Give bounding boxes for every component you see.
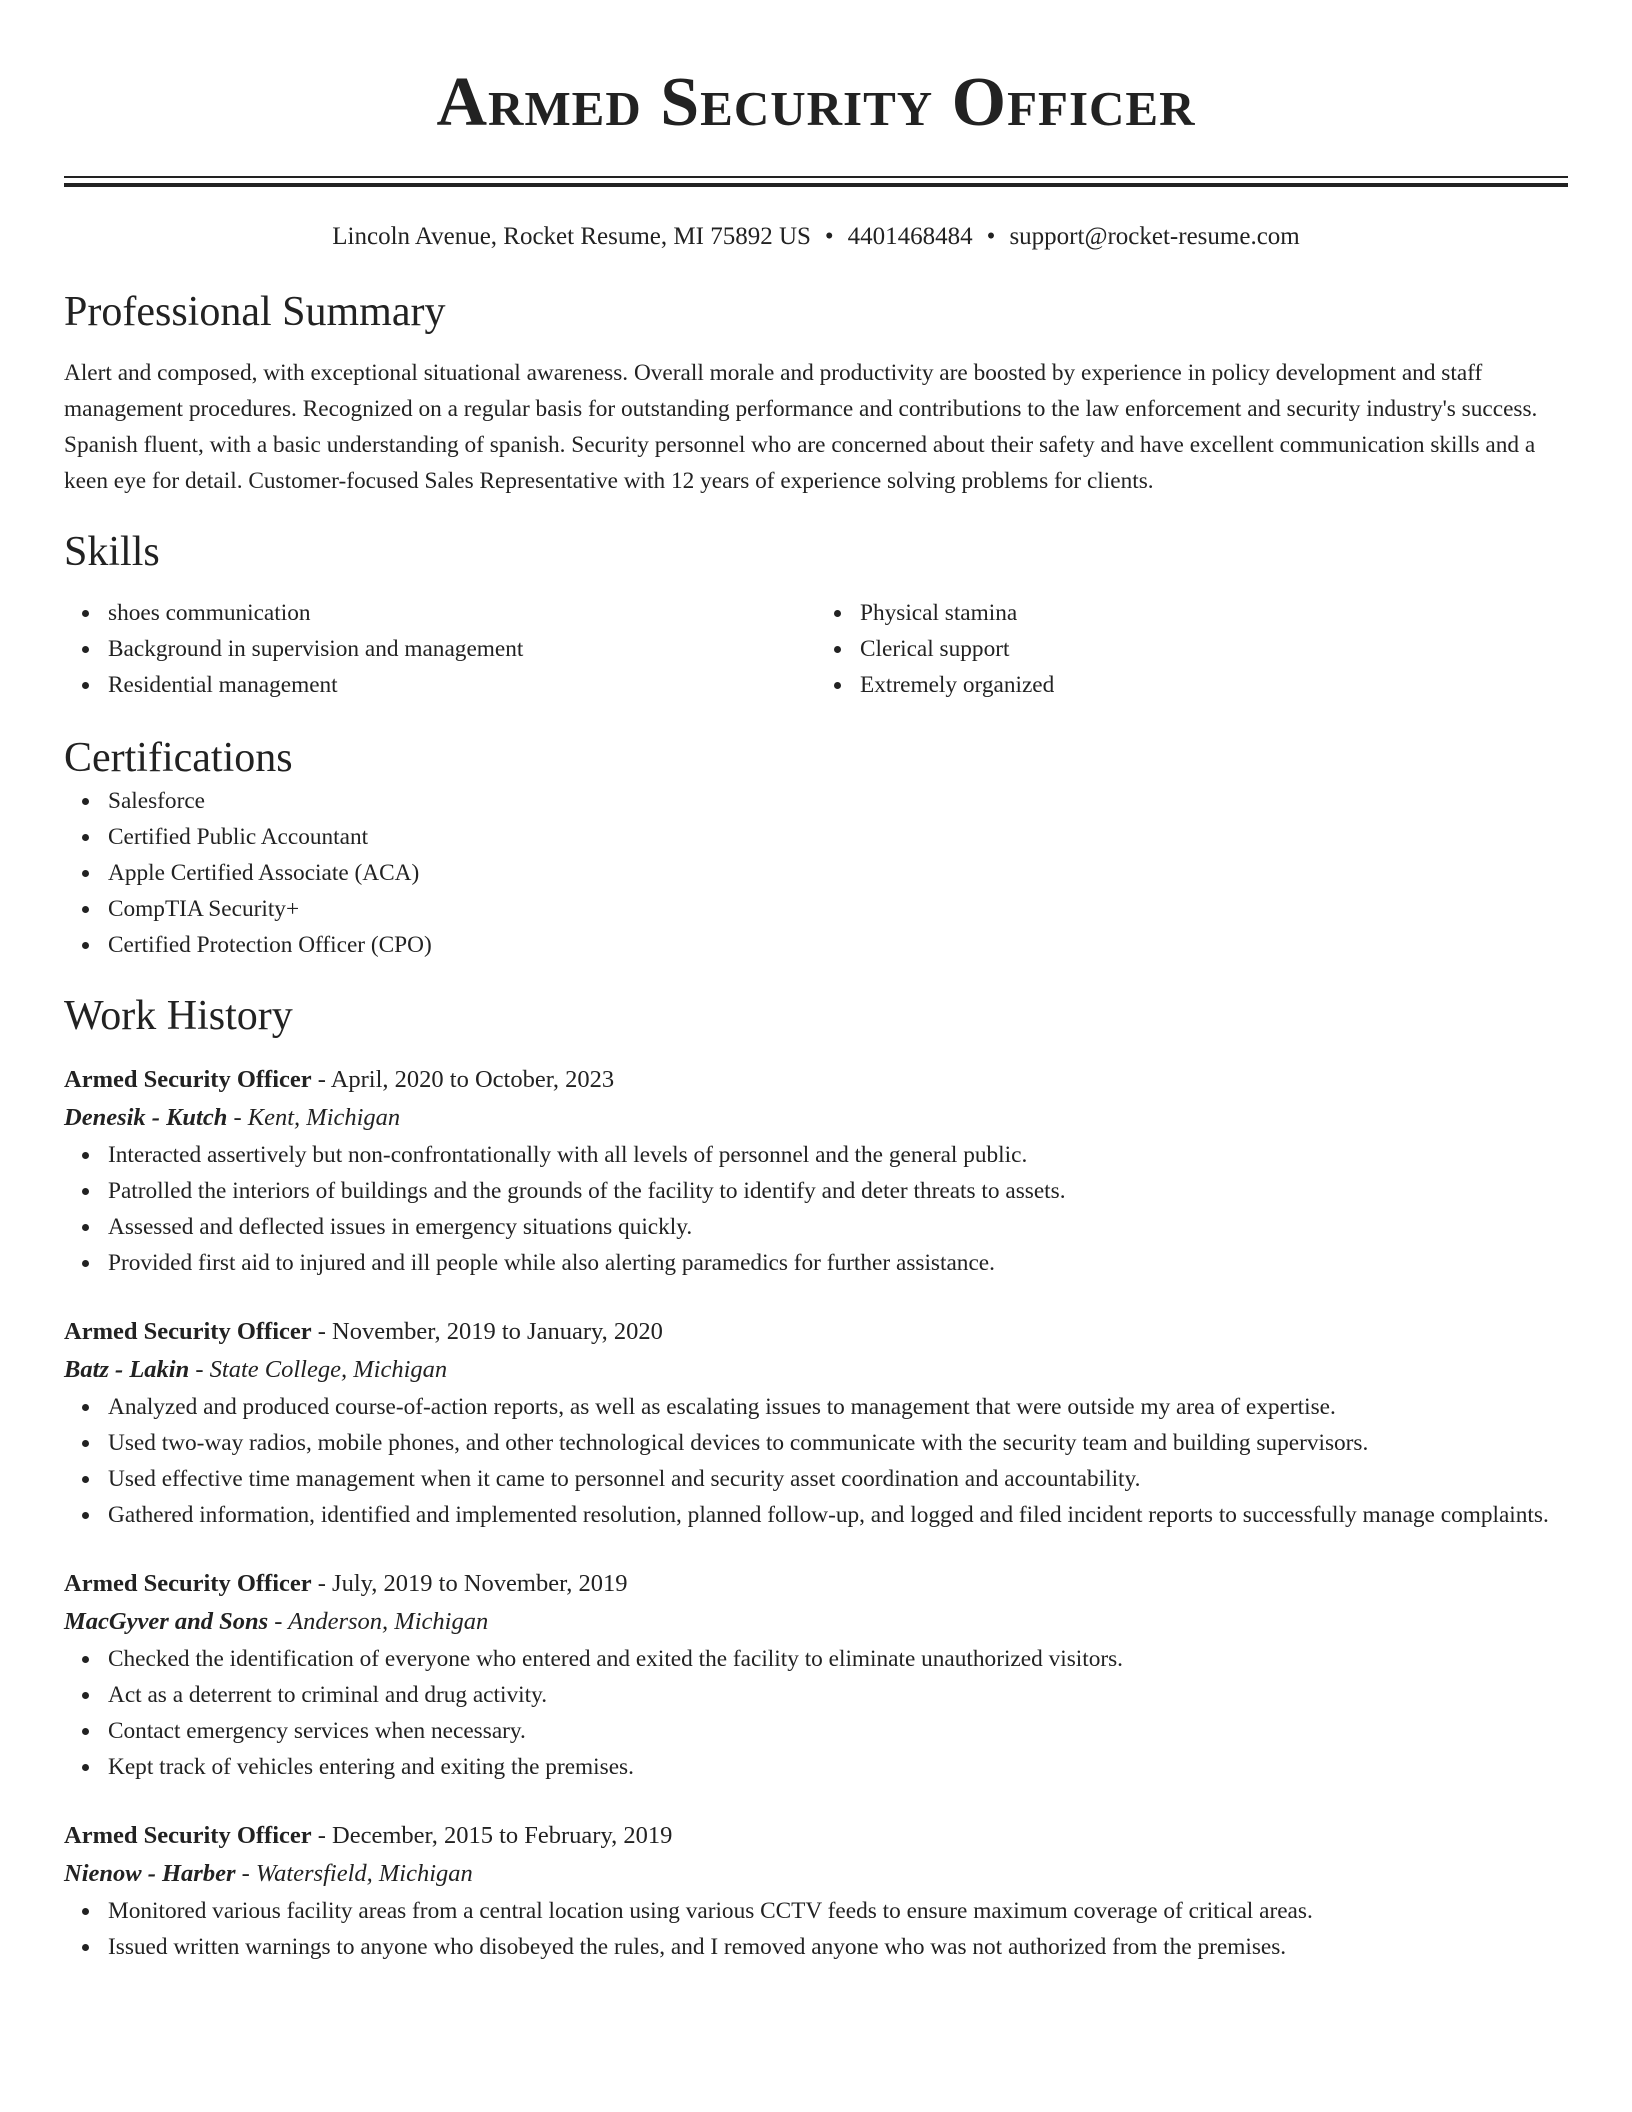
duty-item: Patrolled the interiors of buildings and the grounds of the facility to identify and deter threats to assets. (108, 1173, 1568, 1209)
certification-item: CompTIA Security+ (108, 891, 1568, 927)
job-dates: November, 2019 to January, 2020 (332, 1318, 663, 1345)
job-dates: July, 2019 to November, 2019 (332, 1570, 628, 1597)
skills-list-right (816, 595, 1568, 703)
job-role: Armed Security Officer (64, 1318, 312, 1345)
job-duties (64, 1137, 1568, 1281)
resume-title: Armed Security Officer (436, 64, 1196, 141)
contact-address: Lincoln Avenue, Rocket Resume, MI 75892 US (332, 223, 811, 250)
job-location: Kent, Michigan (247, 1104, 401, 1131)
job-role: Armed Security Officer (64, 1570, 312, 1597)
job-role: Armed Security Officer (64, 1066, 312, 1093)
job-dash: - (235, 1860, 256, 1887)
job-header (64, 1313, 1568, 1351)
certifications-list (64, 783, 1568, 963)
job-dash: - (268, 1608, 289, 1635)
contact-phone[interactable]: 4401468484 (847, 223, 973, 250)
duty-item: Act as a deterrent to criminal and drug activity. (108, 1677, 1568, 1713)
job-dash: - (311, 1318, 333, 1345)
contact-separator: • (824, 223, 834, 250)
job-location: Watersfield, Michigan (255, 1860, 473, 1887)
skill-item: Physical stamina (860, 595, 1568, 631)
duty-item: Assessed and deflected issues in emergency situations quickly. (108, 1209, 1568, 1245)
skill-item: Clerical support (860, 631, 1568, 667)
job-company: Batz - Lakin (64, 1356, 190, 1383)
job-role: Armed Security Officer (64, 1822, 312, 1849)
duty-item: Monitored various facility areas from a central location using various CCTV feeds to ensure maximum coverage of critical areas. (108, 1893, 1568, 1929)
duty-item: Checked the identification of everyone who entered and exited the facility to eliminate unauthorized visitors. (108, 1641, 1568, 1677)
skill-item: Extremely organized (860, 667, 1568, 703)
duty-item: Kept track of vehicles entering and exiting the premises. (108, 1749, 1568, 1785)
job-entry (64, 1817, 1568, 1965)
duty-item: Contact emergency services when necessary. (108, 1713, 1568, 1749)
job-entry (64, 1565, 1568, 1785)
job-dates: April, 2020 to October, 2023 (330, 1066, 615, 1093)
job-company: Nienow - Harber (64, 1860, 236, 1887)
job-dash: - (311, 1570, 333, 1597)
job-location: Anderson, Michigan (288, 1608, 489, 1635)
duty-item: Analyzed and produced course-of-action reports, as well as escalating issues to management that were outside my area of expertise. (108, 1389, 1568, 1425)
certification-item: Apple Certified Associate (ACA) (108, 855, 1568, 891)
job-company-line (64, 1099, 1568, 1137)
duty-item: Gathered information, identified and implemented resolution, planned follow-up, and logged and filed incident reports to successfully manage complaints. (108, 1497, 1568, 1533)
certification-item: Salesforce (108, 783, 1568, 819)
summary-heading: Professional Summary (64, 289, 446, 335)
job-entry (64, 1061, 1568, 1281)
job-dash: - (311, 1066, 331, 1093)
job-header (64, 1817, 1568, 1855)
duty-item: Used two-way radios, mobile phones, and other technological devices to communicate with the security team and building supervisors. (108, 1425, 1568, 1461)
skills-grid (64, 595, 1568, 703)
skill-item: Residential management (108, 667, 816, 703)
job-dash: - (311, 1822, 333, 1849)
skill-item: shoes communication (108, 595, 816, 631)
job-duties (64, 1389, 1568, 1533)
job-company: Denesik - Kutch (64, 1104, 228, 1131)
job-company: MacGyver and Sons (64, 1608, 269, 1635)
skills-list-left (64, 595, 816, 703)
job-dates: December, 2015 to February, 2019 (332, 1822, 673, 1849)
job-company-line (64, 1603, 1568, 1641)
job-header (64, 1565, 1568, 1603)
duty-item: Interacted assertively but non-confrontationally with all levels of personnel and the general public. (108, 1137, 1568, 1173)
contact-email[interactable]: support@rocket-resume.com (1009, 223, 1300, 250)
title-divider (64, 176, 1568, 187)
job-location: State College, Michigan (209, 1356, 448, 1383)
skills-heading: Skills (64, 529, 160, 575)
job-header (64, 1061, 1568, 1099)
job-dash: - (227, 1104, 248, 1131)
job-duties (64, 1893, 1568, 1965)
duty-item: Issued written warnings to anyone who disobeyed the rules, and I removed anyone who was not authorized from the premises. (108, 1929, 1568, 1965)
contact-separator: • (986, 223, 996, 250)
job-entry (64, 1313, 1568, 1533)
certification-item: Certified Public Accountant (108, 819, 1568, 855)
duty-item: Provided first aid to injured and ill people while also alerting paramedics for further assistance. (108, 1245, 1568, 1281)
certifications-heading: Certifications (64, 735, 293, 781)
duty-item: Used effective time management when it came to personnel and security asset coordination and accountability. (108, 1461, 1568, 1497)
job-duties (64, 1641, 1568, 1785)
contact-line (64, 221, 1568, 253)
job-dash: - (189, 1356, 210, 1383)
summary-text: Alert and composed, with exceptional situational awareness. Overall morale and productivity are boosted by experience in policy development and staff management procedures. Recognized on a regular basis for outstanding performance and contributions to the law enforcement and security industry's success. Spanish fluent, with a basic understanding of spanish. Security personnel who are concerned about their safety and have excellent communication skills and a keen eye for detail. Customer-focused Sales Representative with 12 years of experience solving problems for clients. (64, 360, 1538, 494)
job-company-line (64, 1855, 1568, 1893)
skill-item: Background in supervision and management (108, 631, 816, 667)
work-history-heading: Work History (64, 993, 293, 1039)
job-company-line (64, 1351, 1568, 1389)
certification-item: Certified Protection Officer (CPO) (108, 927, 1568, 963)
